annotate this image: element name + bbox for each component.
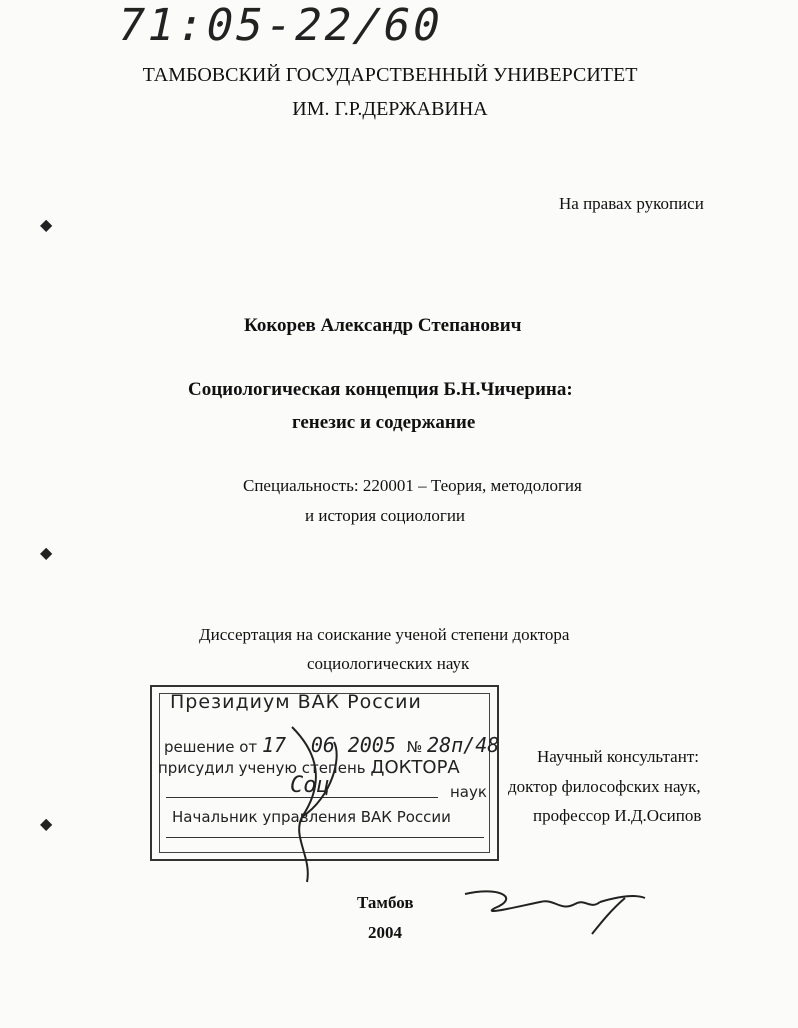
decision-day: 17	[261, 733, 287, 757]
vak-signature	[262, 717, 382, 887]
sciences-suffix: наук	[450, 783, 487, 801]
decision-year: 2005	[347, 733, 396, 757]
specialty-line2: и история социологии	[305, 506, 466, 525]
awarded-prefix: присудил ученую степень	[158, 759, 366, 777]
dissertation-title-line1: Социологическая концепция Б.Н.Чичерина:	[188, 379, 573, 400]
sciences-handwritten: Соц	[290, 773, 330, 798]
decision-month: 06	[310, 733, 335, 757]
decision-number: 28п/48	[427, 733, 500, 757]
consultant-degree: доктор философских наук,	[508, 777, 701, 796]
year: 2004	[368, 923, 402, 942]
dissertation-degree-line2: социологических наук	[307, 654, 470, 673]
punch-mark: ◆	[40, 215, 53, 234]
city: Тамбов	[357, 893, 414, 912]
archive-number: 71:05-22/60	[112, 0, 448, 51]
decision-number-label: №	[406, 738, 423, 756]
awarded-degree: ДОКТОРА	[370, 757, 460, 778]
dissertation-degree-line1: Диссертация на соискание ученой степени доктора	[199, 625, 570, 644]
university-name: ТАМБОВСКИЙ ГОСУДАРСТВЕННЫЙ УНИВЕРСИТЕТ	[142, 64, 638, 86]
punch-mark: ◆	[40, 543, 53, 562]
manuscript-rights: На правах рукописи	[559, 194, 704, 213]
punch-mark: ◆	[40, 814, 53, 833]
vak-stamp-head: Начальник управления ВАК России	[172, 808, 451, 826]
consultant-name: профессор И.Д.Осипов	[533, 806, 702, 825]
university-namesake: ИМ. Г.Р.ДЕРЖАВИНА	[292, 98, 488, 120]
specialty-line1: Специальность: 220001 – Теория, методология	[243, 476, 582, 495]
author-name: Кокорев Александр Степанович	[244, 315, 522, 336]
vak-stamp	[150, 685, 499, 861]
decision-prefix: решение от	[164, 738, 258, 756]
consultant-label: Научный консультант:	[537, 747, 699, 766]
vak-stamp-title: Президиум ВАК России	[170, 691, 422, 713]
author-signature	[460, 876, 660, 936]
dissertation-title-line2: генезис и содержание	[292, 412, 476, 433]
